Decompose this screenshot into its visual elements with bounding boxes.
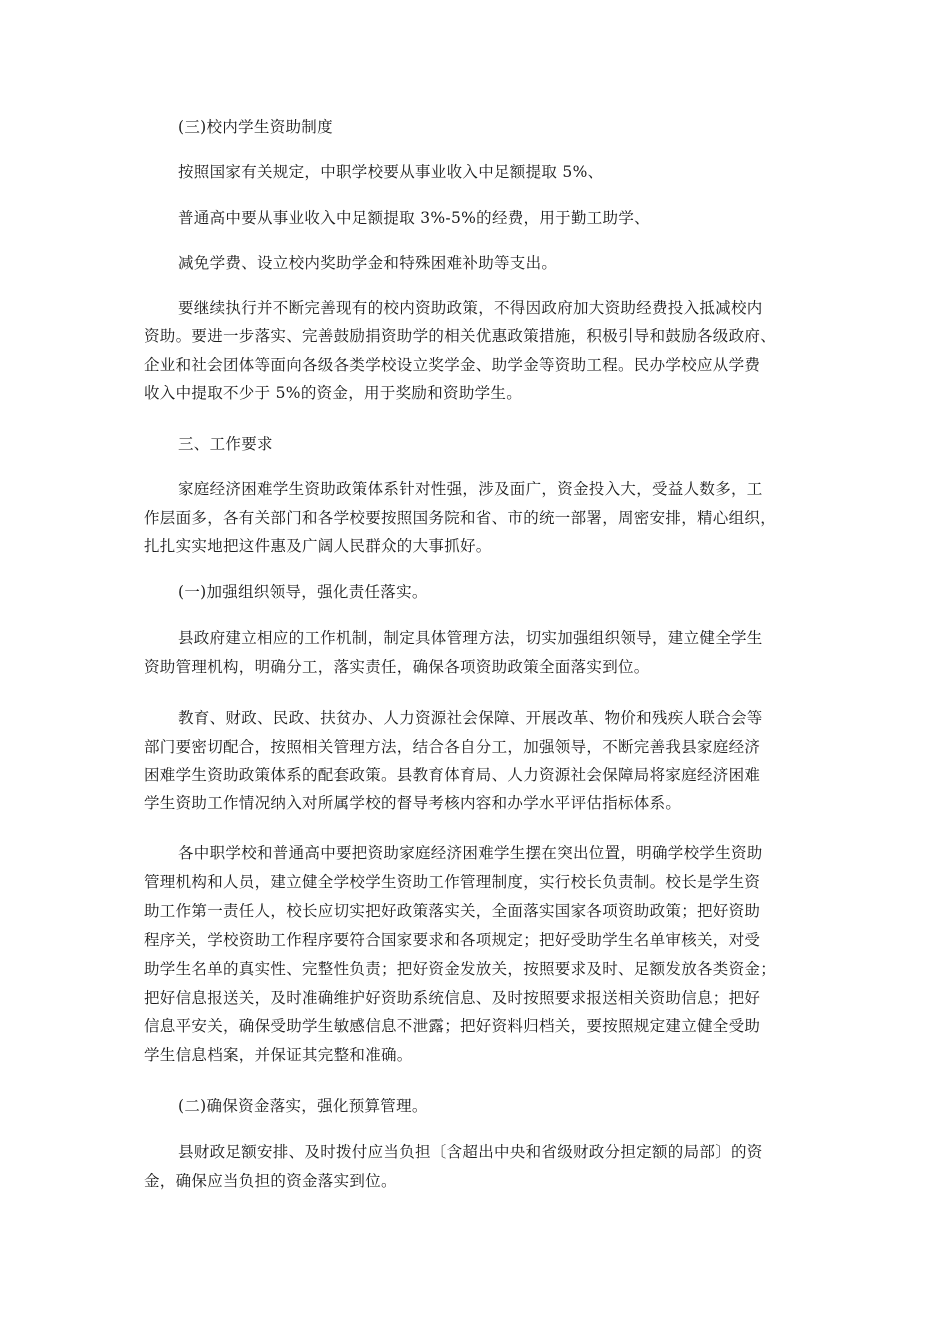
paragraph-line: 各中职学校和普通高中要把资助家庭经济困难学生摆在突出位置，明确学校学生资助 (178, 844, 763, 862)
paragraph-line: 按照国家有关规定，中职学校要从事业收入中足额提取 5%、 (178, 163, 604, 181)
paragraph-line: 助学生名单的真实性、完整性负责；把好资金发放关，按照要求及时、足额发放各类资金； (144, 960, 777, 978)
paragraph-line: 信息平安关，确保受助学生敏感信息不泄露；把好资料归档关，要按照规定建立健全受助 (144, 1017, 761, 1035)
paragraph-line: 管理机构和人员，建立健全学校学生资助工作管理制度，实行校长负责制。校长是学生资 (144, 873, 761, 891)
paragraph-line: 教育、财政、民政、扶贫办、人力资源社会保障、开展改革、物价和残疾人联合会等 (178, 709, 763, 727)
paragraph-line: 金，确保应当负担的资金落实到位。 (144, 1172, 397, 1190)
subsection-title-funding: (二)确保资金落实，强化预算管理。 (178, 1097, 428, 1115)
subsection-title-leadership: (一)加强组织领导，强化责任落实。 (178, 583, 428, 601)
paragraph-line: 困难学生资助政策体系的配套政策。县教育体育局、人力资源社会保障局将家庭经济困难 (144, 766, 761, 784)
paragraph-line: 家庭经济困难学生资助政策体系针对性强，涉及面广，资金投入大，受益人数多，工 (178, 480, 763, 498)
paragraph-line: 企业和社会团体等面向各级各类学校设立奖学金、助学金等资助工程。民办学校应从学费 (144, 356, 761, 374)
paragraph-line: 资助。要进一步落实、完善鼓励捐资助学的相关优惠政策措施，积极引导和鼓励各级政府、 (144, 327, 777, 345)
section-title-campus-aid: (三)校内学生资助制度 (178, 118, 333, 136)
paragraph-line: 助工作第一责任人，校长应切实把好政策落实关，全面落实国家各项资助政策；把好资助 (144, 902, 761, 920)
paragraph-line: 部门要密切配合，按照相关管理方法，结合各自分工，加强领导，不断完善我县家庭经济 (144, 738, 761, 756)
paragraph-line: 学生资助工作情况纳入对所属学校的督导考核内容和办学水平评估指标体系。 (144, 794, 682, 812)
paragraph-line: 作层面多，各有关部门和各学校要按照国务院和省、市的统一部署，周密安排，精心组织， (144, 509, 777, 527)
paragraph-line: 学生信息档案，并保证其完整和准确。 (144, 1046, 413, 1064)
paragraph-line: 收入中提取不少于 5%的资金，用于奖励和资助学生。 (144, 384, 523, 402)
paragraph-line: 减免学费、设立校内奖助学金和特殊困难补助等支出。 (178, 254, 558, 272)
paragraph-line: 县政府建立相应的工作机制，制定具体管理方法，切实加强组织领导，建立健全学生 (178, 629, 763, 647)
paragraph-line: 程序关，学校资助工作程序要符合国家要求和各项规定；把好受助学生名单审核关，对受 (144, 931, 761, 949)
paragraph-line: 普通高中要从事业收入中足额提取 3%-5%的经费，用于勤工助学、 (178, 209, 650, 227)
paragraph-line: 要继续执行并不断完善现有的校内资助政策，不得因政府加大资助经费投入抵减校内 (178, 299, 763, 317)
paragraph-line: 县财政足额安排、及时拨付应当负担〔含超出中央和省级财政分担定额的局部〕的资 (178, 1143, 763, 1161)
paragraph-line: 扎扎实实地把这件惠及广阔人民群众的大事抓好。 (144, 537, 492, 555)
heading-work-requirements: 三、工作要求 (178, 435, 273, 453)
paragraph-line: 资助管理机构，明确分工，落实责任，确保各项资助政策全面落实到位。 (144, 658, 650, 676)
paragraph-line: 把好信息报送关，及时准确维护好资助系统信息、及时按照要求报送相关资助信息；把好 (144, 989, 761, 1007)
